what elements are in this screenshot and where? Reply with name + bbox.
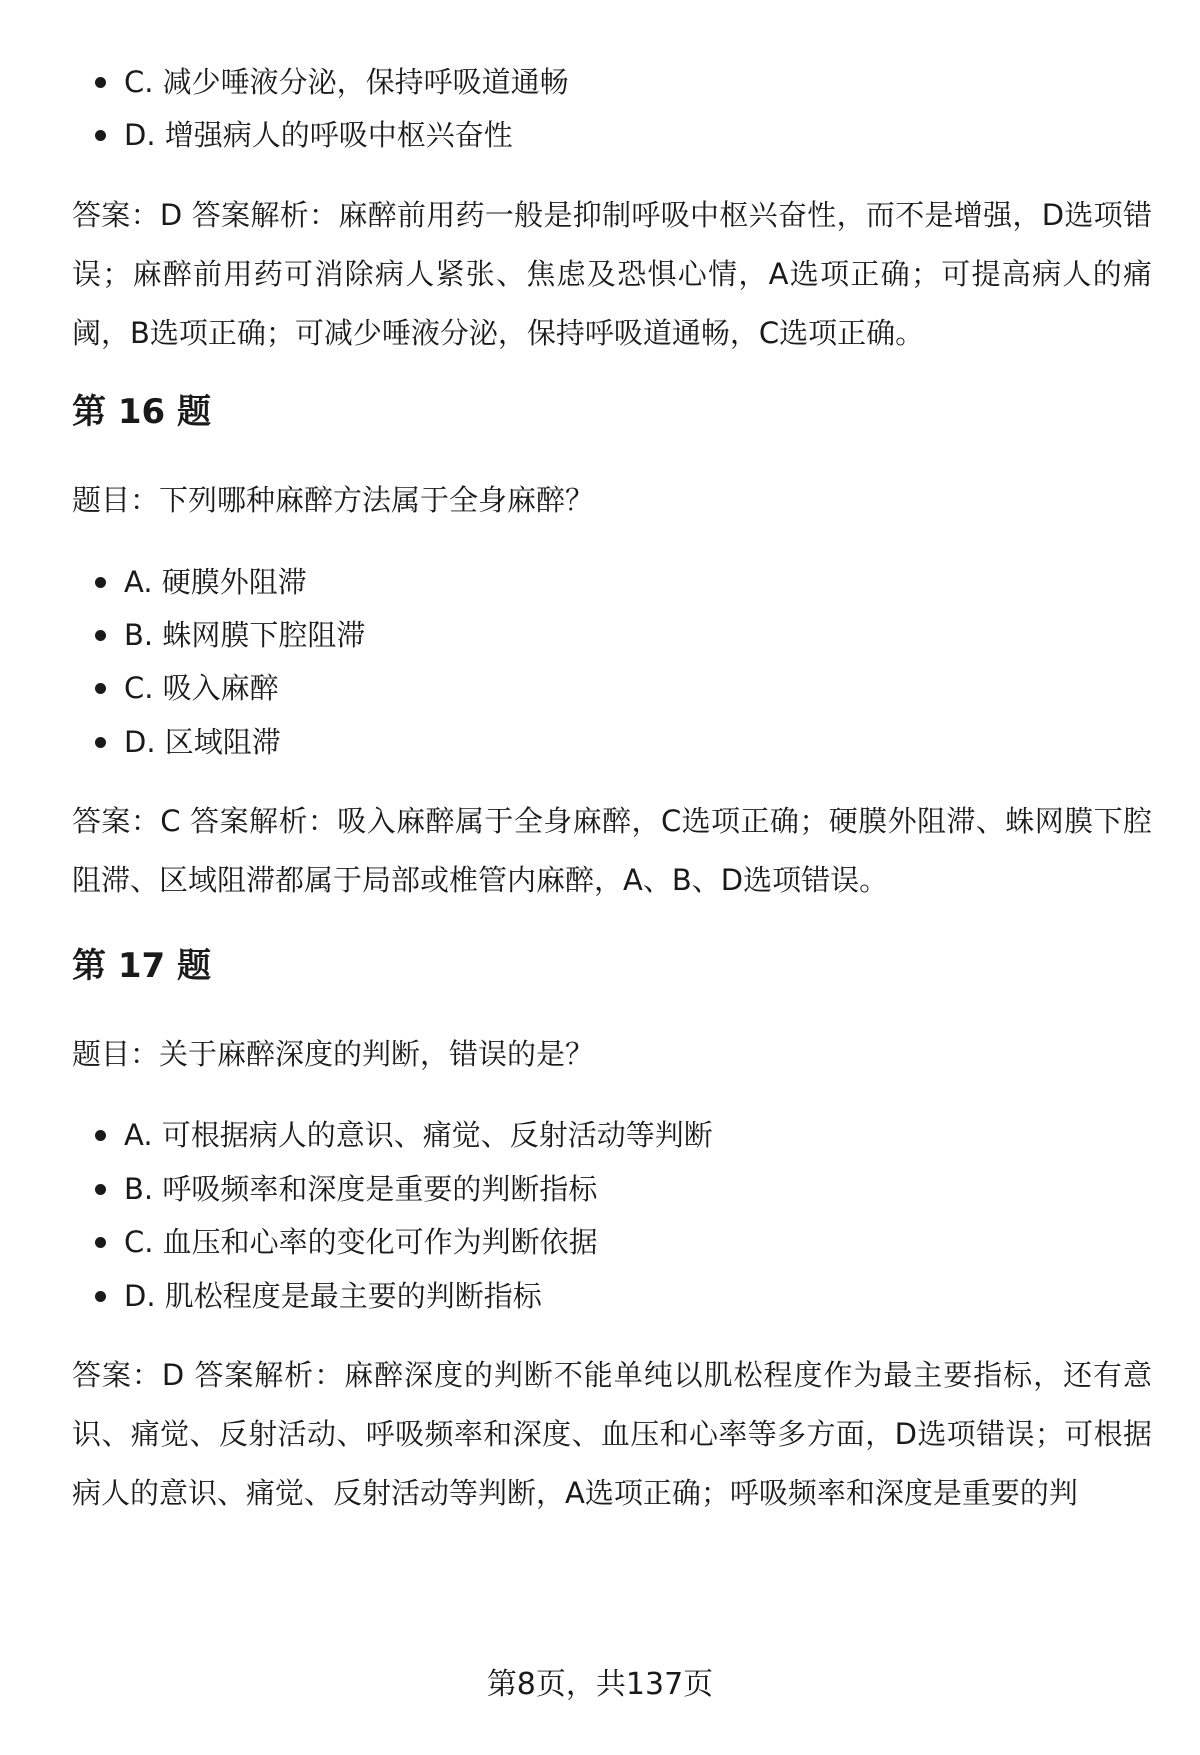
bullet-icon bbox=[95, 577, 106, 588]
bullet-icon bbox=[95, 683, 106, 694]
question-heading: 第 16 题 bbox=[72, 392, 211, 432]
list-item bbox=[95, 1276, 542, 1316]
list-item bbox=[95, 668, 279, 708]
list-item bbox=[95, 722, 281, 762]
bullet-icon bbox=[95, 1130, 106, 1141]
question-text: 题目：下列哪种麻醉方法属于全身麻醉？ bbox=[72, 483, 595, 517]
bullet-icon bbox=[95, 130, 106, 141]
list-item bbox=[95, 1222, 598, 1262]
option-text: C. 减少唾液分泌，保持呼吸道通畅 bbox=[124, 65, 569, 99]
answer-explanation: 答案：C 答案解析：吸入麻醉属于全身麻醉，C选项正确；硬膜外阻滞、蛛网膜下腔阻滞、区域阻滞都属于局部或椎管内麻醉，A、B、D选项错误。 bbox=[72, 804, 1152, 897]
page-number-footer: 第8页，共137页 bbox=[486, 1667, 714, 1702]
bullet-icon bbox=[95, 630, 106, 641]
answer-explanation: 答案：D 答案解析：麻醉前用药一般是抑制呼吸中枢兴奋性，而不是增强，D选项错误；麻醉前用药可消除病人紧张、焦虑及恐惧心情，A选项正确；可提高病人的痛阈，B选项正确；可减少唾液分泌，保持呼吸道通畅，C选项正确。 bbox=[72, 198, 1152, 350]
option-text: B. 呼吸频率和深度是重要的判断指标 bbox=[124, 1172, 598, 1206]
list-item bbox=[95, 562, 307, 602]
bullet-icon bbox=[95, 1291, 106, 1302]
list-item bbox=[95, 115, 513, 155]
question-text: 题目：关于麻醉深度的判断，错误的是？ bbox=[72, 1037, 595, 1071]
bullet-icon bbox=[95, 1184, 106, 1195]
option-text: A. 硬膜外阻滞 bbox=[124, 565, 307, 599]
option-text: C. 血压和心率的变化可作为判断依据 bbox=[124, 1225, 598, 1259]
option-text: A. 可根据病人的意识、痛觉、反射活动等判断 bbox=[124, 1118, 713, 1152]
list-item bbox=[95, 615, 365, 655]
bullet-icon bbox=[95, 737, 106, 748]
list-item bbox=[95, 1169, 597, 1209]
option-text: D. 增强病人的呼吸中枢兴奋性 bbox=[124, 118, 513, 152]
question-heading: 第 17 题 bbox=[72, 946, 211, 986]
option-text: C. 吸入麻醉 bbox=[124, 671, 279, 705]
option-text: B. 蛛网膜下腔阻滞 bbox=[124, 618, 366, 652]
bullet-icon bbox=[95, 1237, 106, 1248]
option-text: D. 区域阻滞 bbox=[124, 725, 281, 759]
list-item bbox=[95, 1115, 713, 1155]
answer-explanation: 答案：D 答案解析：麻醉深度的判断不能单纯以肌松程度作为最主要指标，还有意识、痛觉、反射活动、呼吸频率和深度、血压和心率等多方面，D选项错误；可根据病人的意识、痛觉、反射活动等判断，A选项正确；呼吸频率和深度是重要的判 bbox=[72, 1358, 1152, 1510]
list-item bbox=[95, 62, 569, 102]
bullet-icon bbox=[95, 77, 106, 88]
option-text: D. 肌松程度是最主要的判断指标 bbox=[124, 1279, 542, 1313]
